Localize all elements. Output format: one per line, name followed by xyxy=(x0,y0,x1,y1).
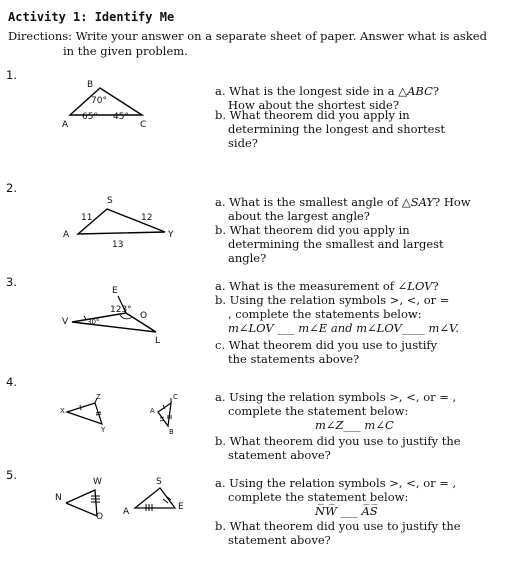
angle-label-45: 45° xyxy=(113,112,129,122)
p5-question-a: a. Using the relation symbols >, <, or = , complete the statement below: N̅W̅ ___ A̅S̅ xyxy=(215,476,457,518)
triangle-xyz xyxy=(67,403,102,424)
vertex-label-l: L xyxy=(155,336,161,346)
problem-number-4: 4. xyxy=(6,375,17,389)
p2-question-b: b. What theorem did you apply in determining the smallest and largest angle? xyxy=(215,223,444,265)
vertex-label-z: Z xyxy=(96,393,101,401)
p2-question-a: a. What is the smallest angle of △SAY? How about the largest angle? xyxy=(215,195,471,223)
directions-line-2: in the given problem. xyxy=(63,44,188,58)
p3-question-a: a. What is the measurement of ∠LOV? xyxy=(215,279,439,293)
p1-question-a: a. What is the longest side in a △ABC? How about the shortest side? xyxy=(215,84,440,112)
vertex-label-b1: B xyxy=(87,80,94,90)
vertex-label-a2: A xyxy=(63,230,70,240)
triangle-abc-small xyxy=(158,403,171,426)
directions-line-1: Directions: Write your answer on a separate sheet of paper. Answer what is asked xyxy=(8,29,487,43)
vertex-label-o: O xyxy=(140,311,148,321)
vertex-label-c4: C xyxy=(173,393,178,401)
vertex-label-e5: E xyxy=(178,502,184,512)
angle-label-70: 70° xyxy=(91,96,107,106)
triangle-nwo xyxy=(66,490,97,516)
vertex-label-s5: S xyxy=(156,477,162,487)
vertex-label-s: S xyxy=(107,196,113,206)
vertex-label-b4: B xyxy=(169,428,174,436)
side-label-12: 12 xyxy=(141,213,153,223)
p5-question-b: b. What theorem did you use to justify the statement above? xyxy=(215,519,461,547)
problem-number-5: 5. xyxy=(6,468,17,482)
vertex-label-x: X xyxy=(60,407,65,415)
vertex-label-y4: Y xyxy=(101,426,106,434)
side-label-13: 13 xyxy=(112,240,124,250)
activity-title: Activity 1: Identify Me xyxy=(8,10,175,24)
p1-question-b: b. What theorem did you apply in determining the longest and shortest side? xyxy=(215,108,445,150)
vertex-label-c1: C xyxy=(140,120,147,130)
problem-number-2: 2. xyxy=(6,181,17,195)
side-label-11: 11 xyxy=(81,213,93,223)
vertex-label-a5: A xyxy=(123,507,130,517)
p3-question-c: c. What theorem did you use to justify the statements above? xyxy=(215,338,438,366)
angle-label-123: 123° xyxy=(110,305,132,315)
problem-number-1: 1. xyxy=(6,68,17,82)
p4-question-b: b. What theorem did you use to justify the statement above? xyxy=(215,434,461,462)
p4-question-a: a. Using the relation symbols >, <, or = , complete the statement below: m∠Z___ m∠C xyxy=(215,390,457,432)
angle-label-30: 30° xyxy=(87,318,100,326)
vertex-label-a1: A xyxy=(62,120,69,130)
vertex-label-a4: A xyxy=(150,407,155,415)
p3-question-b: b. Using the relation symbols >, <, or = , complete the statements below: m∠LOV ___ m∠E and m∠LOV____ m∠V. xyxy=(215,293,459,335)
vertex-label-v: V xyxy=(62,317,69,327)
vertex-label-n: N xyxy=(55,493,62,503)
angle-label-65: 65° xyxy=(82,112,98,122)
vertex-label-o5: O xyxy=(96,512,104,522)
vertex-label-w: W xyxy=(93,477,102,487)
vertex-label-e: E xyxy=(112,286,118,296)
problem-number-3: 3. xyxy=(6,275,17,289)
vertex-label-y: Y xyxy=(168,230,174,240)
